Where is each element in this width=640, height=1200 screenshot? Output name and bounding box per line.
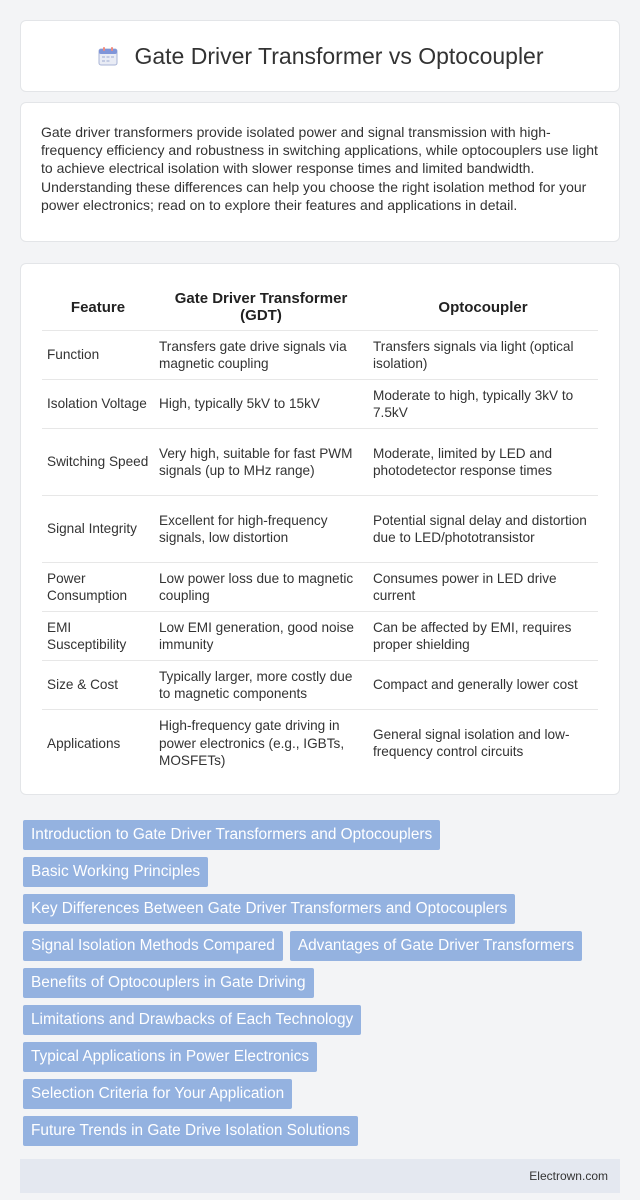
topic-link-gdt-advantages[interactable]: Advantages of Gate Driver Transformers bbox=[290, 931, 582, 961]
table-row bbox=[42, 380, 598, 429]
link-row bbox=[23, 857, 623, 887]
table-cell: Switching Speed bbox=[42, 429, 154, 496]
header-optocoupler: Optocoupler bbox=[438, 298, 528, 316]
comparison-table-card bbox=[20, 263, 620, 795]
link-row bbox=[23, 968, 623, 998]
table-cell: Signal Integrity bbox=[42, 496, 154, 563]
table-cell: Can be affected by EMI, requires proper shielding bbox=[368, 612, 598, 661]
table-cell: Low power loss due to magnetic coupling bbox=[154, 563, 368, 612]
link-row bbox=[23, 1042, 623, 1072]
table-cell: Low EMI generation, good noise immunity bbox=[154, 612, 368, 661]
topic-link-optocoupler-benefits[interactable]: Benefits of Optocouplers in Gate Driving bbox=[23, 968, 314, 998]
table-cell: EMI Susceptibility bbox=[42, 612, 154, 661]
link-row bbox=[23, 1079, 623, 1109]
header-feature: Feature bbox=[70, 298, 126, 316]
footer bbox=[20, 1159, 620, 1193]
page-title: Gate Driver Transformer vs Optocoupler bbox=[134, 42, 544, 69]
link-row bbox=[23, 820, 623, 850]
topic-link-applications[interactable]: Typical Applications in Power Electronics bbox=[23, 1042, 317, 1072]
header-gdt: Gate Driver Transformer (GDT) bbox=[174, 290, 348, 324]
intro-card bbox=[20, 102, 620, 242]
table-row bbox=[42, 563, 598, 612]
link-row bbox=[23, 1116, 623, 1146]
topic-link-limitations[interactable]: Limitations and Drawbacks of Each Technology bbox=[23, 1005, 361, 1035]
link-row bbox=[23, 931, 623, 961]
topic-link-introduction[interactable]: Introduction to Gate Driver Transformers and Optocouplers bbox=[23, 820, 440, 850]
table-cell: Consumes power in LED drive current bbox=[368, 563, 598, 612]
table-header-row bbox=[42, 280, 598, 331]
topic-links bbox=[23, 820, 623, 1153]
header-card bbox=[20, 20, 620, 92]
table-cell: Isolation Voltage bbox=[42, 380, 154, 429]
link-row bbox=[23, 894, 623, 924]
table-cell: Typically larger, more costly due to magnetic components bbox=[154, 661, 368, 710]
table-cell: Transfers signals via light (optical isolation) bbox=[368, 331, 598, 380]
table-row bbox=[42, 612, 598, 661]
topic-link-future-trends[interactable]: Future Trends in Gate Drive Isolation Solutions bbox=[23, 1116, 358, 1146]
table-cell: Function bbox=[42, 331, 154, 380]
table-cell: Transfers gate drive signals via magnetic coupling bbox=[154, 331, 368, 380]
table-cell: Power Consumption bbox=[42, 563, 154, 612]
topic-link-key-differences[interactable]: Key Differences Between Gate Driver Transformers and Optocouplers bbox=[23, 894, 515, 924]
table-row bbox=[42, 429, 598, 496]
table-row bbox=[42, 331, 598, 380]
table-row bbox=[42, 496, 598, 563]
topic-link-basic-principles[interactable]: Basic Working Principles bbox=[23, 857, 208, 887]
calendar-icon bbox=[96, 44, 120, 68]
table-cell: High, typically 5kV to 15kV bbox=[154, 380, 368, 429]
table-cell: High-frequency gate driving in power electronics (e.g., IGBTs, MOSFETs) bbox=[154, 710, 368, 777]
table-cell: Applications bbox=[42, 710, 154, 777]
table-cell: Potential signal delay and distortion due to LED/phototransistor bbox=[368, 496, 598, 563]
title-wrap bbox=[96, 43, 543, 70]
table-row bbox=[42, 710, 598, 777]
footer-brand[interactable]: Electrown.com bbox=[529, 1169, 608, 1183]
table-cell: Size & Cost bbox=[42, 661, 154, 710]
topic-link-selection-criteria[interactable]: Selection Criteria for Your Application bbox=[23, 1079, 292, 1109]
table-cell: Excellent for high-frequency signals, low distortion bbox=[154, 496, 368, 563]
topic-link-isolation-methods[interactable]: Signal Isolation Methods Compared bbox=[23, 931, 283, 961]
link-row bbox=[23, 1005, 623, 1035]
table-cell: Very high, suitable for fast PWM signals (up to MHz range) bbox=[154, 429, 368, 496]
table-cell: Moderate to high, typically 3kV to 7.5kV bbox=[368, 380, 598, 429]
intro-text: Gate driver transformers provide isolated power and signal transmission with high-frequency efficiency and robustness in switching applications, while optocouplers use light to achieve electrical isolation with slower response times and limited bandwidth. Understanding these differences can help you choose the right isolation method for your power electronics; read on to explore their features and applications in detail. bbox=[41, 124, 598, 213]
comparison-table bbox=[42, 280, 598, 777]
table-row bbox=[42, 661, 598, 710]
table-cell: General signal isolation and low-frequency control circuits bbox=[368, 710, 598, 777]
table-cell: Moderate, limited by LED and photodetector response times bbox=[368, 429, 598, 496]
table-cell: Compact and generally lower cost bbox=[368, 661, 598, 710]
